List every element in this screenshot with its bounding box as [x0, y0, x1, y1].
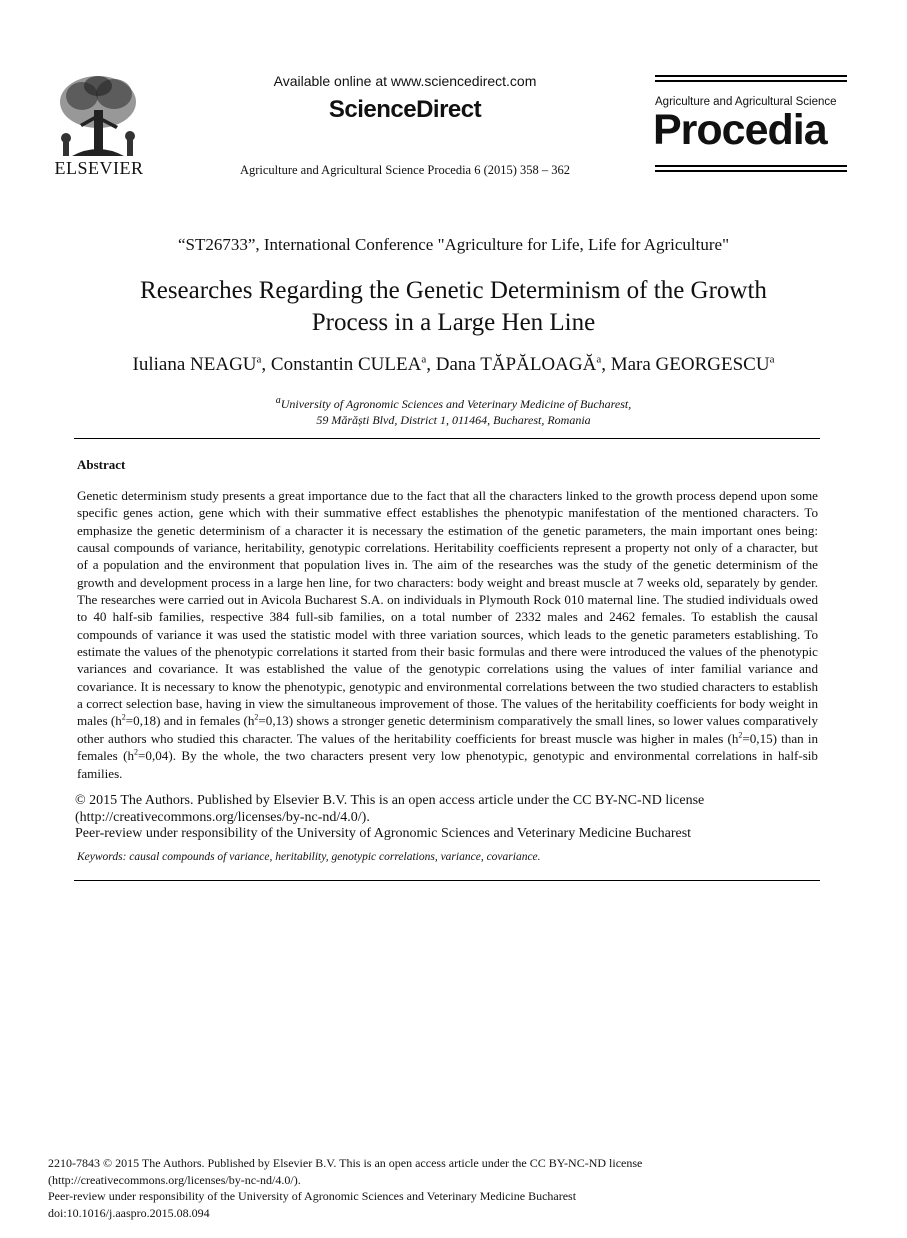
journal-subtitle: Agriculture and Agricultural Science: [655, 96, 837, 108]
journal-title: Procedia: [653, 106, 827, 154]
footer-doi[interactable]: doi:10.1016/j.aaspro.2015.08.094: [48, 1205, 210, 1220]
superscript: 2: [254, 713, 259, 723]
author: [611, 354, 775, 375]
author-affiliation-mark: a: [769, 354, 775, 366]
author-affiliation-mark: a: [421, 354, 427, 366]
author-name: Iuliana NEAGU: [132, 354, 257, 376]
title-line-1: Researches Regarding the Genetic Determinism of the Growth: [140, 277, 767, 304]
author: [271, 354, 436, 375]
procedia-rule-top: [655, 75, 847, 77]
publisher-name: ELSEVIER: [54, 158, 144, 178]
superscript: 2: [134, 747, 139, 757]
available-online: Available online at www.sciencedirect.com: [273, 73, 537, 89]
procedia-rule-bottom-2: [655, 170, 847, 172]
author: [133, 354, 271, 375]
abstract-text: =0,18) and in females (h: [125, 713, 255, 729]
affiliation-line-1: University of Agronomic Sciences and Veterinary Medicine of Bucharest,: [280, 397, 632, 411]
footer-peer-review: Peer-review under responsibility of the University of Agronomic Sciences and Veterinary Medicine Bucharest: [48, 1189, 577, 1203]
abstract-body: [77, 487, 818, 782]
page-footer: [48, 1155, 748, 1221]
author-separator: ,: [426, 354, 436, 376]
article-title: [60, 275, 847, 339]
title-line-2: Process in a Large Hen Line: [311, 309, 596, 336]
procedia-rule-bottom: [655, 165, 847, 167]
author-affiliation-mark: a: [256, 354, 262, 366]
affiliation-mark: a: [275, 395, 281, 406]
conference-name: “ST26733”, International Conference "Agriculture for Life, Life for Agriculture": [177, 235, 730, 254]
copyright-line: © 2015 The Authors. Published by Elsevier B.V. This is an open access article under the CC BY-NC-ND license: [75, 793, 705, 808]
author-name: Constantin CULEA: [270, 354, 422, 376]
author: [436, 354, 611, 375]
affiliation-line-2: 59 Mărăști Blvd, District 1, 011464, Bucharest, Romania: [316, 413, 591, 427]
abstract-text: =0,13) shows a stronger genetic determinism comparatively the small lines, so lower values comparatively other authors who studied this character. The values of the heritability coefficients for breast muscle was higher in males (h: [77, 713, 818, 746]
journal-citation: Agriculture and Agricultural Science Procedia 6 (2015) 358 – 362: [239, 163, 571, 177]
author-separator: ,: [601, 354, 611, 376]
affiliation: [60, 393, 847, 428]
sciencedirect-logo: ScienceDirect: [328, 96, 482, 123]
license-block: [75, 793, 820, 843]
author-name: Mara GEORGESCU: [610, 354, 770, 376]
author-name: Dana TĂPĂLOAGĂ: [435, 354, 597, 376]
author-separator: ,: [261, 354, 271, 376]
procedia-rule-top-2: [655, 80, 847, 82]
author-list: [40, 354, 867, 376]
abstract-text: Genetic determinism study presents a great importance due to the fact that all the characters linked to the growth process depend upon some specific genes action, gene which with their summative effect establishes the phenotypic manifestation of the mentioned characters. To emphasize the genetic determinism of a character it is necessary the estimation of the genetic parameters, the main important ones being: causal compounds of variance, heritability, genotypic correlations. Heritability coefficients represent a property not only of a character, but of a population and the environment that population lives in. The aim of the researches was the study of the genetic determinism of the growth and development process in a large hen line, for two characters: body weight and breast muscle at 7 weeks old, separately by gender. The researches were carried out in Avicola Bucharest S.A. on individuals in Plymouth Rock 010 maternal line. The studied individuals owed to 40 half-sib families, respective 384 full-sib families, on a total number of 2332 males and 2462 females. To establish the causal compounds of variance it was used the statistic model with three variation sources, which leads to the genetic parameters establishing. To estimate the values of the phenotypic correlations it started from their basic formulas and there were introduced the values of the phenotypic variances and covariance. It was established the value of the genotypic correlations using the values of inter familial variance and covariance. It is necessary to know the phenotypic, genotypic and environmental correlations between the two studied characters to establish a correct selection base, having in view the simultaneous improvement of those. The values of the heritability coefficients for body weight in males (h: [77, 488, 818, 729]
keywords: Keywords: causal compounds of variance, heritability, genotypic correlations, variance, covariance.: [77, 851, 541, 863]
license-url[interactable]: (http://creativecommons.org/licenses/by-nc-nd/4.0/).: [75, 809, 370, 825]
elsevier-tree-logo: [52, 72, 144, 160]
divider-top: [74, 438, 820, 439]
divider-bottom: [74, 880, 820, 881]
abstract-text: =0,15) than in females (h: [77, 730, 819, 764]
author-affiliation-mark: a: [596, 354, 602, 366]
peer-review-line: Peer-review under responsibility of the University of Agronomic Sciences and Veterinary Medicine Bucharest: [75, 826, 692, 841]
footer-license-url[interactable]: (http://creativecommons.org/licenses/by-nc-nd/4.0/).: [48, 1172, 301, 1187]
abstract-heading: Abstract: [77, 457, 126, 472]
footer-issn-license: 2210-7843 © 2015 The Authors. Published by Elsevier B.V. This is an open access article under the CC BY-NC-ND license: [48, 1156, 643, 1170]
abstract-text: =0,04). By the whole, the two characters present very low phenotypic, genotypic and environmental correlations in half-sib families.: [77, 748, 818, 781]
superscript: 2: [121, 713, 126, 723]
superscript: 2: [738, 730, 743, 740]
